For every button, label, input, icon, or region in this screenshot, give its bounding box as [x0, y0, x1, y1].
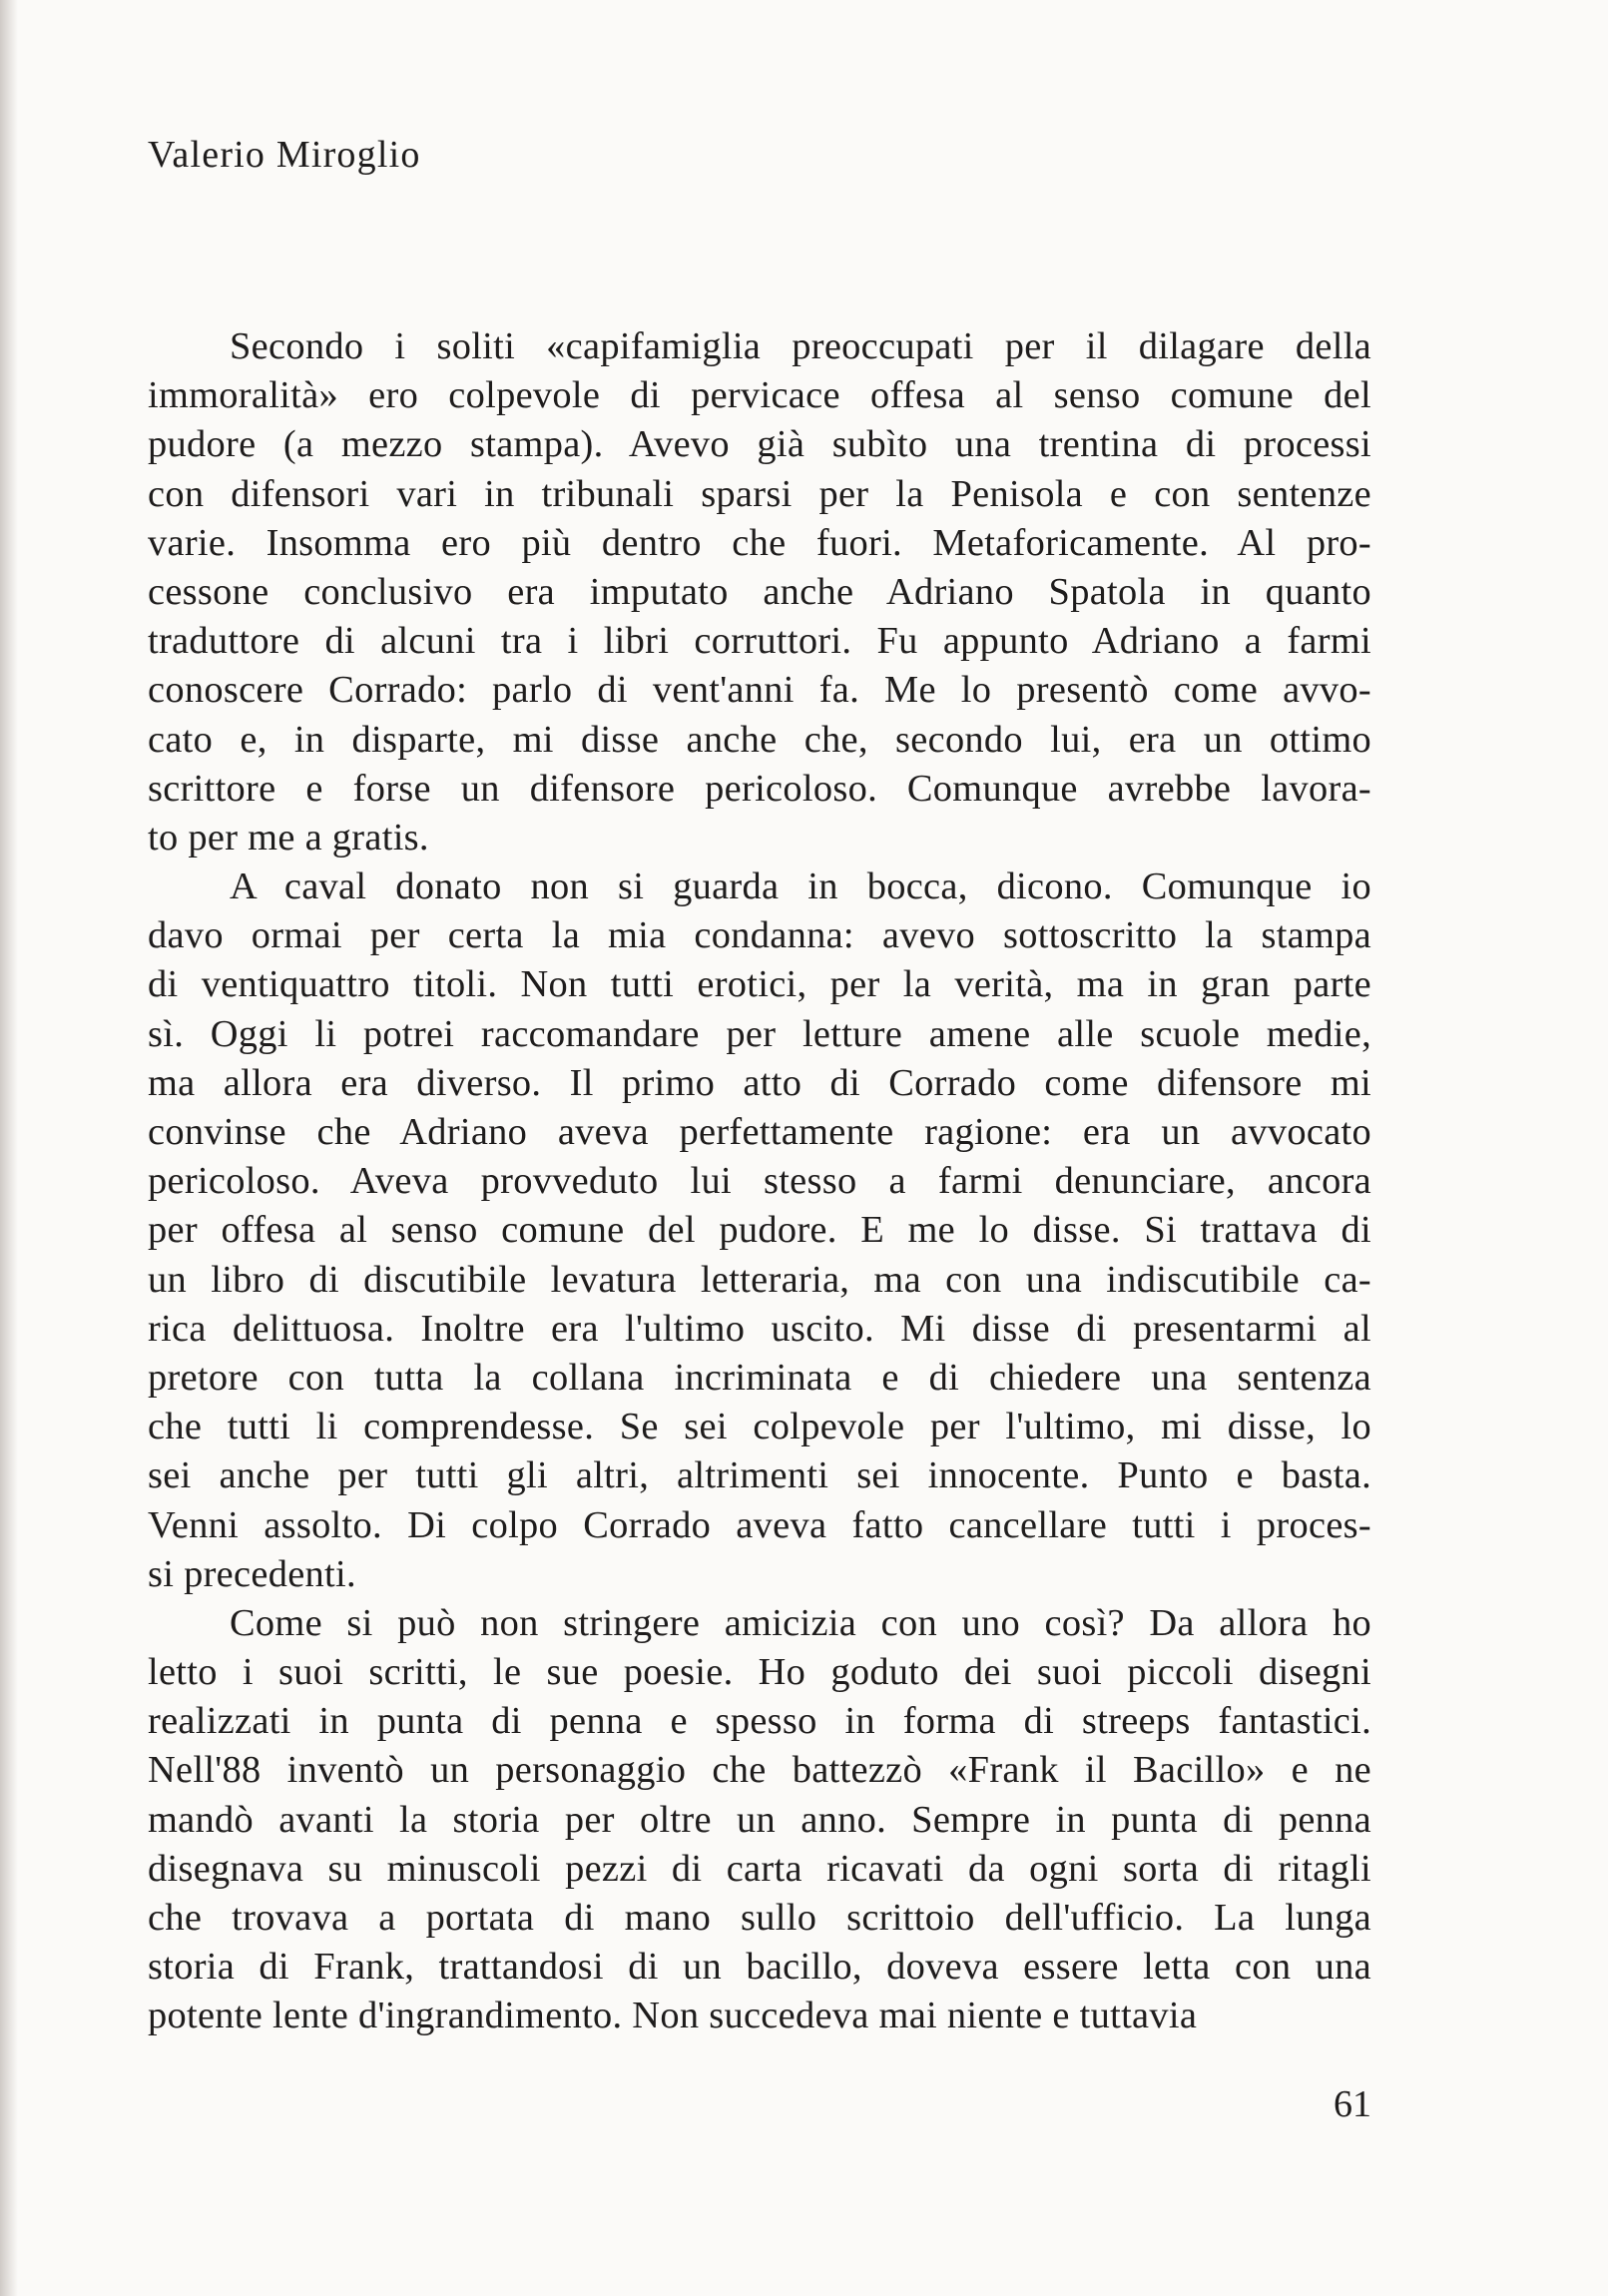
text-line: conoscere Corrado: parlo di vent'anni fa. Me lo presentò come avvo- — [148, 669, 1371, 712]
text-line: per offesa al senso comune del pudore. E me lo disse. Si trattava di — [148, 1209, 1371, 1252]
text-line: Venni assolto. Di colpo Corrado aveva fatto cancellare tutti i proces- — [148, 1503, 1371, 1546]
text-line: scrittore e forse un difensore pericoloso. Comunque avrebbe lavora- — [148, 767, 1371, 810]
text-line: pretore con tutta la collana incriminata e di chiedere una sentenza — [148, 1356, 1371, 1399]
text-line: letto i suoi scritti, le sue poesie. Ho goduto dei suoi piccoli disegni — [148, 1651, 1371, 1694]
paragraph — [148, 862, 1371, 1599]
text-line: convinse che Adriano aveva perfettamente ragione: era un avvocato — [148, 1111, 1371, 1153]
text-line: ma allora era diverso. Il primo atto di Corrado come difensore mi — [148, 1061, 1371, 1104]
text-line: Secondo i soliti «capifamiglia preoccupati per il dilagare della — [230, 325, 1371, 367]
text-line: che trovava a portata di mano sullo scrittoio dell'ufficio. La lunga — [148, 1897, 1371, 1939]
page-number: 61 — [1334, 2083, 1371, 2125]
running-head: Valerio Miroglio — [148, 134, 421, 176]
text-line: davo ormai per certa la mia condanna: avevo sottoscritto la stampa — [148, 914, 1371, 957]
paragraph — [148, 322, 1371, 862]
text-line: di ventiquattro titoli. Non tutti erotici, per la verità, ma in gran parte — [148, 963, 1371, 1006]
text-line: si precedenti. — [148, 1552, 356, 1595]
text-line: storia di Frank, trattandosi di un bacillo, doveva essere letta con una — [148, 1946, 1371, 1989]
text-line: varie. Insomma ero più dentro che fuori. Metaforicamente. Al pro- — [148, 521, 1371, 564]
text-line: cessone conclusivo era imputato anche Adriano Spatola in quanto — [148, 570, 1371, 613]
text-line: Nell'88 inventò un personaggio che battezzò «Frank il Bacillo» e ne — [148, 1749, 1371, 1792]
text-line: traduttore di alcuni tra i libri corruttori. Fu appunto Adriano a farmi — [148, 620, 1371, 663]
text-line: realizzati in punta di penna e spesso in forma di streeps fantastici. — [148, 1700, 1371, 1743]
text-line: disegnava su minuscoli pezzi di carta ricavati da ogni sorta di ritagli — [148, 1847, 1371, 1890]
text-line: pudore (a mezzo stampa). Avevo già subìto una trentina di processi — [148, 423, 1371, 466]
text-line: che tutti li comprendesse. Se sei colpevole per l'ultimo, mi disse, lo — [148, 1406, 1371, 1448]
text-line: mandò avanti la storia per oltre un anno. Sempre in punta di penna — [148, 1798, 1371, 1841]
body-text — [148, 322, 1371, 2041]
text-line: con difensori vari in tribunali sparsi per la Penisola e con sentenze — [148, 472, 1371, 515]
paragraph — [148, 1599, 1371, 2041]
text-line: immoralità» ero colpevole di pervicace offesa al senso comune del — [148, 374, 1371, 417]
text-line: sei anche per tutti gli altri, altrimenti sei innocente. Punto e basta. — [148, 1454, 1371, 1497]
text-line: un libro di discutibile levatura letteraria, ma con una indiscutibile ca- — [148, 1258, 1371, 1301]
text-line: Come si può non stringere amicizia con uno così? Da allora ho — [230, 1601, 1371, 1644]
text-line: pericoloso. Aveva provveduto lui stesso a farmi denunciare, ancora — [148, 1160, 1371, 1203]
text-line: potente lente d'ingrandimento. Non succedeva mai niente e tuttavia — [148, 1995, 1198, 2037]
text-line: rica delittuosa. Inoltre era l'ultimo uscito. Mi disse di presentarmi al — [148, 1307, 1371, 1350]
text-line: sì. Oggi li potrei raccomandare per letture amene alle scuole medie, — [148, 1012, 1371, 1055]
text-line: cato e, in disparte, mi disse anche che, secondo lui, era un ottimo — [148, 718, 1371, 761]
text-line: A caval donato non si guarda in bocca, dicono. Comunque io — [230, 865, 1371, 908]
text-line: to per me a gratis. — [148, 816, 429, 859]
